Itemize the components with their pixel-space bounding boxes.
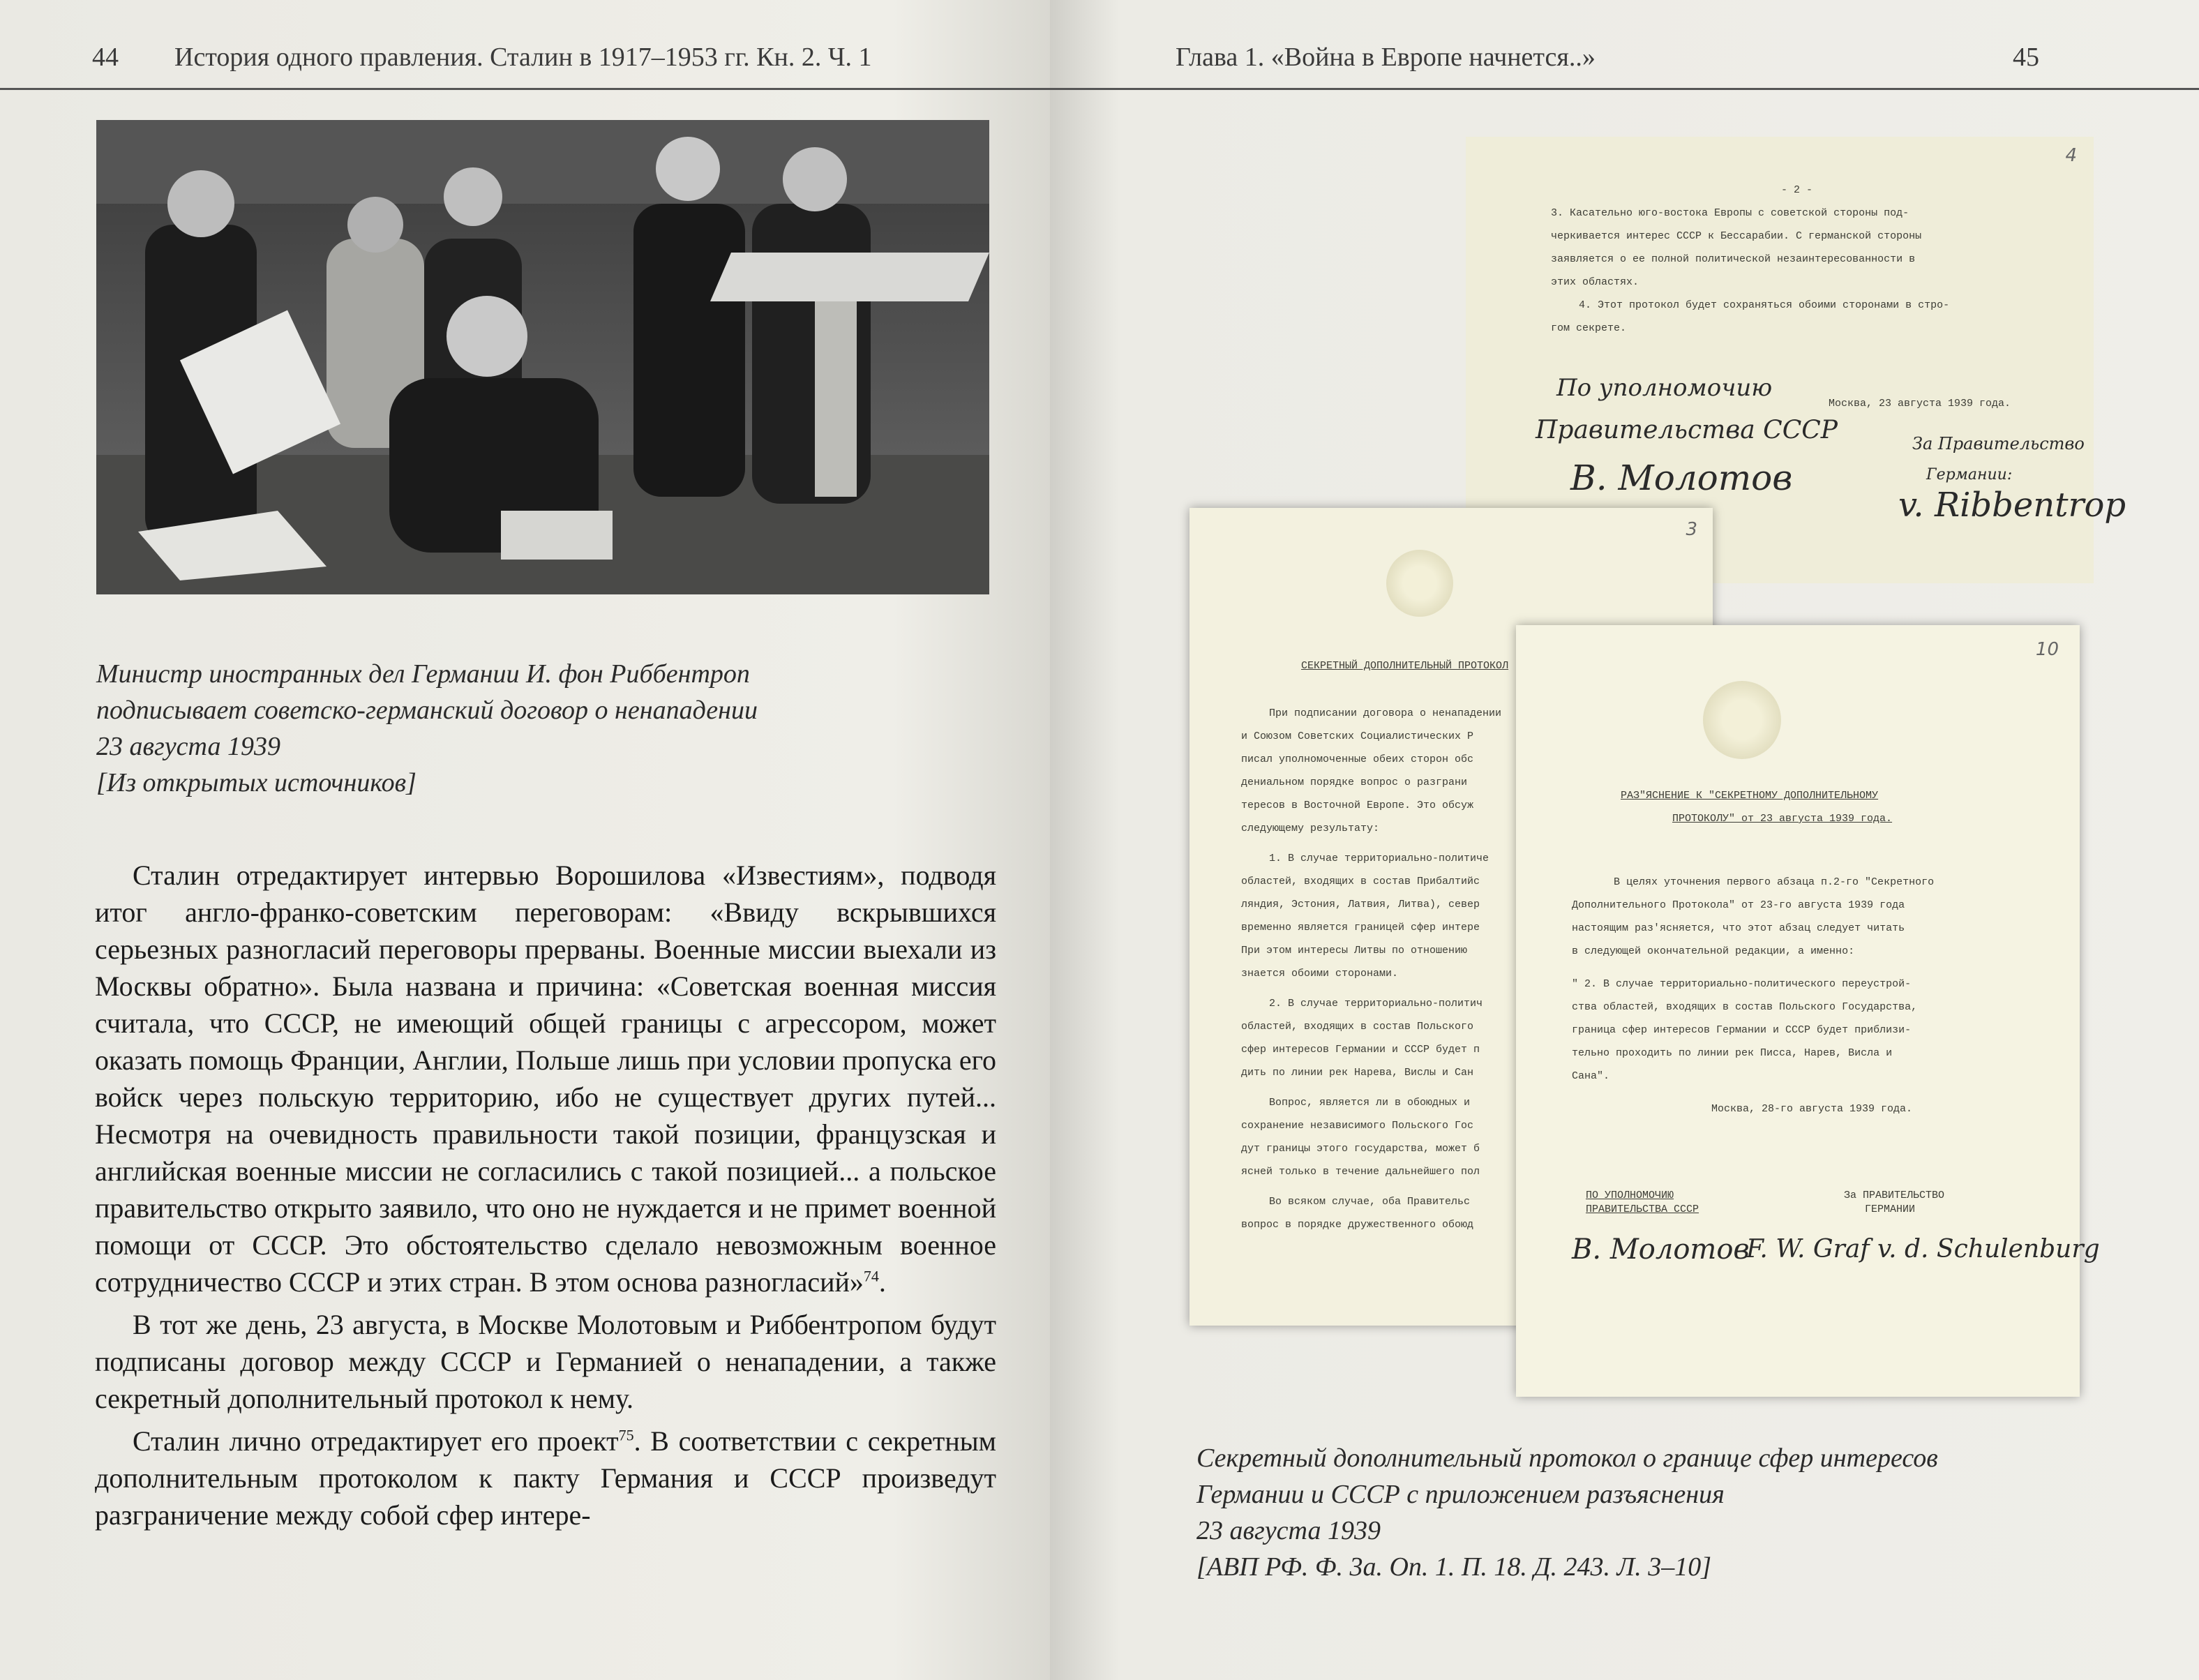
- doc-line: заявляется о ее полной политической незаинтересованности в: [1551, 253, 1916, 265]
- doc-line: " 2. В случае территориально-политического переустрой-: [1572, 978, 1912, 990]
- doc-typed-text: [1551, 179, 1949, 340]
- doc-line: 1. В случае территориально-политиче: [1269, 853, 1489, 864]
- doc-page-mark: 3: [1686, 519, 1697, 540]
- sign-label: ПРАВИТЕЛЬСТВА СССР: [1586, 1203, 1699, 1215]
- doc-line: в следующей окончательной редакции, а именно:: [1572, 945, 1855, 957]
- right-page: [1050, 0, 2199, 1680]
- documents-caption-line: 23 августа 1939: [1196, 1516, 1381, 1545]
- right-page-number: 45: [2013, 43, 2039, 72]
- molotov-signature: В. Молотов: [1572, 1233, 1750, 1266]
- paragraph-text: Сталин лично отредактирует его проект: [133, 1425, 619, 1457]
- doc-line: дить по линии рек Нарева, Вислы и Сан: [1241, 1067, 1474, 1079]
- handwritten-authority: За Правительство: [1912, 434, 2085, 453]
- paragraph-text: В тот же день, 23 августа, в Москве Молотовым и Риббентропом будут подписаны договор между СССР и Германией о ненападении, а также секретный дополнительный протокол к нему.: [95, 1309, 996, 1414]
- doc-line: При этом интересы Литвы по отношению: [1241, 945, 1468, 957]
- doc-line: Москва, 28-го августа 1939 года.: [1711, 1103, 1913, 1115]
- doc-line: писал уполномоченные обеих сторон обс: [1241, 753, 1474, 765]
- doc-line: граница сфер интересов Германии и СССР будет приблизи-: [1572, 1024, 1912, 1036]
- doc-line: вопрос в порядке дружественного обоюд: [1241, 1219, 1474, 1231]
- paragraph-text: Сталин отредактирует интервью Ворошилова «Известиям», подводя итог англо-франко-советским переговорам: «Ввиду вскрывшихся серьезных разногласий переговоры прерваны. Военные миссии выехали из Москвы обратно». Была названа и причина: «Советская военная миссия считала, что СССР, не имеющий общей границы с агрессором, может оказать помощь Франции, Англии, Польше лишь при условии пропуска его войск через польскую территорию, ибо не существует других путей... Несмотря на очевидность правильности такой позиции, французская и английская военные миссии не согласились с такой позицией... а польское правительство открыто заявило, что оно не нуждается и не примет военной помощи от СССР. Это обстоятельство сделало невозможным военное сотрудничество СССР и этих стран. В этом основа разногласий»: [95, 860, 996, 1298]
- paragraph: [95, 1306, 996, 1417]
- left-running-title: История одного правления. Сталин в 1917–1953 гг. Кн. 2. Ч. 1: [174, 43, 872, 72]
- documents-caption-line: Секретный дополнительный протокол о границе сфер интересов: [1196, 1443, 1938, 1473]
- doc-line: сфер интересов Германии и СССР будет п: [1241, 1044, 1480, 1056]
- doc-line: областей, входящих в состав Прибалтийс: [1241, 876, 1480, 887]
- doc-line: гом секрете.: [1551, 322, 1627, 334]
- documents-caption-source: [АВП РФ. Ф. 3а. Оп. 1. П. 18. Д. 243. Л. 3–10]: [1196, 1552, 1712, 1582]
- doc-line: настоящим раз'ясняется, что этот абзац следует читать: [1572, 922, 1905, 934]
- doc-title-line: ПРОТОКОЛУ" от 23 августа 1939 года.: [1672, 813, 1893, 825]
- doc-line: следующему результату:: [1241, 823, 1380, 834]
- doc-line: временно является границей сфер интере: [1241, 922, 1480, 933]
- doc-line: Дополнительного Протокола" от 23-го августа 1939 года: [1572, 899, 1905, 911]
- sign-label: За ПРАВИТЕЛЬСТВО: [1844, 1190, 1945, 1201]
- doc-line: 3. Касательно юго-востока Европы с советской стороны под-: [1551, 207, 1909, 219]
- photo-caption-source: [Из открытых источников]: [96, 768, 416, 797]
- doc-line: В целях уточнения первого абзаца п.2-го "Секретного: [1614, 876, 1935, 888]
- doc-line: - 2 -: [1781, 184, 1813, 196]
- header-rule: [1050, 88, 2199, 90]
- doc-line: сохранение независимого Польского Гос: [1241, 1120, 1474, 1132]
- doc-typed-text: [1572, 871, 1934, 1120]
- doc-line: тельно проходить по линии рек Писса, Нарев, Висла и: [1572, 1047, 1893, 1059]
- doc-line: черкивается интерес СССР к Бессарабии. С германской стороны: [1551, 230, 1922, 242]
- doc-line: знается обоими сторонами.: [1241, 968, 1399, 980]
- doc-line: и Союзом Советских Социалистических Р: [1241, 730, 1474, 742]
- documents-caption: [1196, 1440, 1938, 1585]
- doc-title-line: РАЗ"ЯСНЕНИЕ К "СЕКРЕТНОМУ ДОПОЛНИТЕЛЬНОМУ: [1621, 790, 1879, 802]
- doc-line: ляндия, Эстония, Латвия, Литва), север: [1241, 899, 1480, 910]
- footnote-ref: 75: [618, 1426, 634, 1444]
- left-page: [0, 0, 1050, 1680]
- doc-line: При подписании договора о ненападении: [1269, 707, 1502, 719]
- footnote-ref: 74: [863, 1267, 879, 1285]
- handwritten-authority: Германии:: [1926, 466, 2013, 483]
- handwritten-authority: По уполномочию: [1556, 374, 1773, 402]
- photo-caption: [96, 656, 758, 801]
- doc-typed-text: [1241, 702, 1501, 1236]
- doc-line: областей, входящих в состав Польского: [1241, 1021, 1474, 1033]
- clarification-page-10: [1516, 625, 2100, 1397]
- photo-caption-line: подписывает советско-германский договор о ненападении: [96, 696, 758, 725]
- doc-line: Сана".: [1572, 1070, 1610, 1082]
- doc-line: ства областей, входящих в состав Польского Государства,: [1572, 1001, 1918, 1013]
- doc-heading: СЕКРЕТНЫЙ ДОПОЛНИТЕЛЬНЫЙ ПРОТОКОЛ: [1301, 660, 1509, 672]
- doc-line: этих областях.: [1551, 276, 1639, 288]
- doc-title: [1621, 784, 1892, 830]
- doc-line: 2. В случае территориально-политич: [1269, 998, 1483, 1010]
- paragraph: [95, 857, 996, 1300]
- doc-line: Вопрос, является ли в обоюдных и: [1269, 1097, 1471, 1109]
- photo-caption-line: 23 августа 1939: [96, 732, 280, 761]
- header-rule: [0, 88, 1050, 90]
- ussr-emblem-icon: [1703, 681, 1781, 759]
- left-page-number: 44: [92, 43, 119, 72]
- handwritten-authority: Правительства СССР: [1536, 416, 1838, 444]
- sign-block-ussr: [1586, 1189, 1699, 1217]
- body-text: [95, 857, 996, 1539]
- doc-line: дениальном порядке вопрос о разграни: [1241, 777, 1468, 788]
- signing-photo-image: [96, 120, 989, 594]
- doc-date: Москва, 23 августа 1939 года.: [1829, 398, 2011, 410]
- sign-block-germany: [1844, 1189, 1944, 1217]
- ussr-emblem-icon: [1386, 550, 1453, 617]
- paragraph-tail: . В соответствии с секретным дополнительным протоколом к пакту Германия и СССР произведут разграничение между собой сфер интере-: [95, 1425, 996, 1531]
- doc-page-mark: 4: [2065, 145, 2077, 166]
- doc-line: дут границы этого государства, может б: [1241, 1143, 1480, 1155]
- doc-line: ясней только в течение дальнейшего пол: [1241, 1166, 1480, 1178]
- paragraph: [95, 1423, 996, 1533]
- doc-line: 4. Этот протокол будет сохраняться обоими сторонами в стро-: [1579, 299, 1950, 311]
- sign-label: ПО УПОЛНОМОЧИЮ: [1586, 1190, 1674, 1201]
- molotov-signature: В. Молотов: [1570, 458, 1793, 498]
- doc-page-mark: 10: [2035, 639, 2059, 660]
- documents-caption-line: Германии и СССР с приложением разъяснения: [1196, 1480, 1725, 1509]
- doc-line: Во всяком случае, оба Правительс: [1269, 1196, 1471, 1208]
- doc-line: тересов в Восточной Европе. Это обсуж: [1241, 800, 1474, 811]
- right-running-title: Глава 1. «Война в Европе начнется..»: [1176, 43, 1596, 72]
- sign-label: ГЕРМАНИИ: [1865, 1203, 1916, 1215]
- schulenburg-signature: F. W. Graf v. d. Schulenburg: [1746, 1235, 2100, 1263]
- ribbentrop-signature: v. Ribbentrop: [1898, 486, 2126, 525]
- paragraph-tail: .: [878, 1266, 886, 1298]
- photo-caption-line: Министр иностранных дел Германии И. фон Риббентроп: [96, 659, 750, 689]
- signing-photo: [96, 120, 989, 594]
